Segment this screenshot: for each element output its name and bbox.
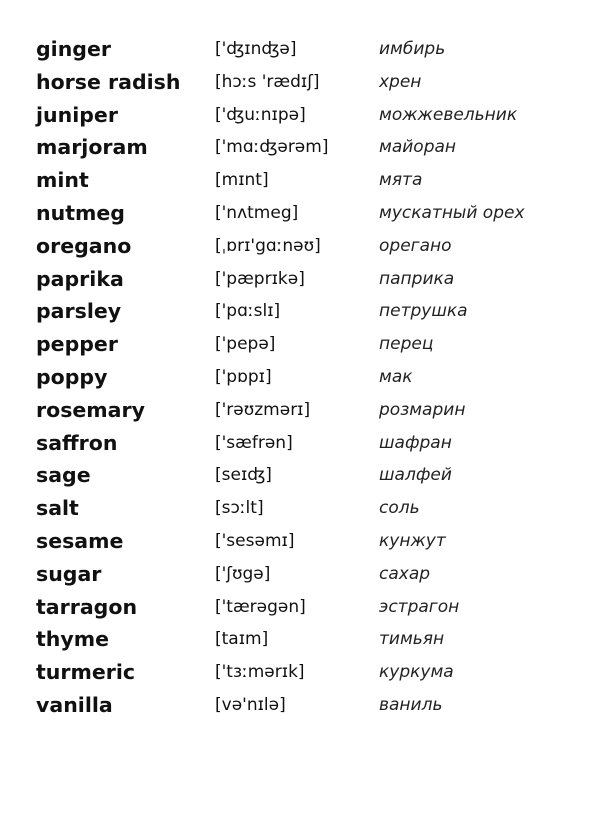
english-word: thyme xyxy=(36,627,110,652)
russian-translation: тимьян xyxy=(379,629,445,650)
english-word: rosemary xyxy=(36,397,145,422)
phonetic-transcription: ['ʤɪnʤə] xyxy=(215,39,297,59)
russian-translation: перец xyxy=(379,334,434,355)
english-word: marjoram xyxy=(36,135,148,160)
phonetic-transcription: [ˌɒrɪ'gɑːnəʊ] xyxy=(215,235,321,256)
english-word: salt xyxy=(36,496,79,521)
vocab-row xyxy=(36,689,556,722)
vocab-row xyxy=(36,295,556,328)
russian-translation: куркума xyxy=(379,662,454,683)
vocab-row xyxy=(36,263,556,296)
english-word: sugar xyxy=(36,561,102,586)
phonetic-transcription: [və'nɪlə] xyxy=(215,694,286,715)
english-word: tarragon xyxy=(36,594,138,619)
russian-translation: мускатный орех xyxy=(379,202,525,223)
russian-translation: соль xyxy=(379,498,420,519)
russian-translation: майоран xyxy=(379,137,457,158)
phonetic-transcription: [seɪʤ] xyxy=(215,465,272,486)
english-word: paprika xyxy=(36,266,124,291)
russian-translation: хрен xyxy=(379,71,422,92)
russian-translation: шафран xyxy=(379,432,452,453)
vocab-row xyxy=(36,131,556,164)
vocab-row xyxy=(36,361,556,394)
russian-translation: можжевельник xyxy=(379,104,518,125)
russian-translation: эстрагон xyxy=(379,596,460,617)
english-word: juniper xyxy=(36,102,118,127)
phonetic-transcription: ['sæfrən] xyxy=(215,432,293,453)
phonetic-transcription: ['mɑːʤərəm] xyxy=(215,137,329,158)
phonetic-transcription: ['pɒpɪ] xyxy=(215,366,272,387)
vocab-row xyxy=(36,66,556,99)
phonetic-transcription: ['pɑːslɪ] xyxy=(215,301,281,322)
vocab-row xyxy=(36,492,556,525)
phonetic-transcription: ['tærəgən] xyxy=(215,596,306,617)
english-word: parsley xyxy=(36,299,122,324)
russian-translation: шалфей xyxy=(379,465,452,486)
russian-translation: мята xyxy=(379,170,423,191)
russian-translation: кунжут xyxy=(379,530,446,551)
russian-translation: петрушка xyxy=(379,301,468,322)
russian-translation: имбирь xyxy=(379,39,446,59)
phonetic-transcription: ['pepə] xyxy=(215,334,276,355)
phonetic-transcription: [mɪnt] xyxy=(215,170,269,191)
vocab-row xyxy=(36,394,556,427)
russian-translation: розмарин xyxy=(379,399,466,420)
english-word: horse radish xyxy=(36,69,181,94)
vocab-row xyxy=(36,525,556,558)
vocab-row xyxy=(36,328,556,361)
russian-translation: мак xyxy=(379,366,413,387)
vocab-row xyxy=(36,459,556,492)
english-word: saffron xyxy=(36,430,118,455)
english-word: poppy xyxy=(36,364,108,389)
english-word: turmeric xyxy=(36,660,136,685)
english-word: nutmeg xyxy=(36,200,125,225)
vocab-row xyxy=(36,197,556,230)
vocab-row xyxy=(36,33,556,66)
english-word: mint xyxy=(36,168,89,193)
vocab-row xyxy=(36,164,556,197)
phonetic-transcription: ['ʃʊgə] xyxy=(215,563,271,584)
vocab-row xyxy=(36,656,556,689)
vocab-row xyxy=(36,591,556,624)
english-word: ginger xyxy=(36,37,111,61)
english-word: oregano xyxy=(36,233,132,258)
english-word: vanilla xyxy=(36,692,113,717)
vocab-row xyxy=(36,427,556,460)
phonetic-transcription: ['nʌtmeg] xyxy=(215,202,299,223)
english-word: sesame xyxy=(36,528,124,553)
russian-translation: ваниль xyxy=(379,694,443,715)
phonetic-transcription: [hɔːs 'rædɪʃ] xyxy=(215,71,320,92)
vocab-row xyxy=(36,230,556,263)
phonetic-transcription: ['sesəmɪ] xyxy=(215,530,295,551)
phonetic-transcription: ['pæprɪkə] xyxy=(215,268,305,289)
russian-translation: орегано xyxy=(379,235,452,256)
vocab-row xyxy=(36,558,556,591)
phonetic-transcription: ['tɜːmərɪk] xyxy=(215,662,305,683)
english-word: sage xyxy=(36,463,91,488)
vocabulary-list xyxy=(36,33,556,722)
vocab-row xyxy=(36,623,556,656)
phonetic-transcription: [taɪm] xyxy=(215,629,269,650)
russian-translation: паприка xyxy=(379,268,455,289)
phonetic-transcription: ['ʤuːnɪpə] xyxy=(215,104,306,125)
vocab-row xyxy=(36,99,556,132)
english-word: pepper xyxy=(36,332,118,357)
phonetic-transcription: ['rəʊzmərɪ] xyxy=(215,399,311,420)
russian-translation: сахар xyxy=(379,563,431,584)
phonetic-transcription: [sɔːlt] xyxy=(215,498,264,519)
